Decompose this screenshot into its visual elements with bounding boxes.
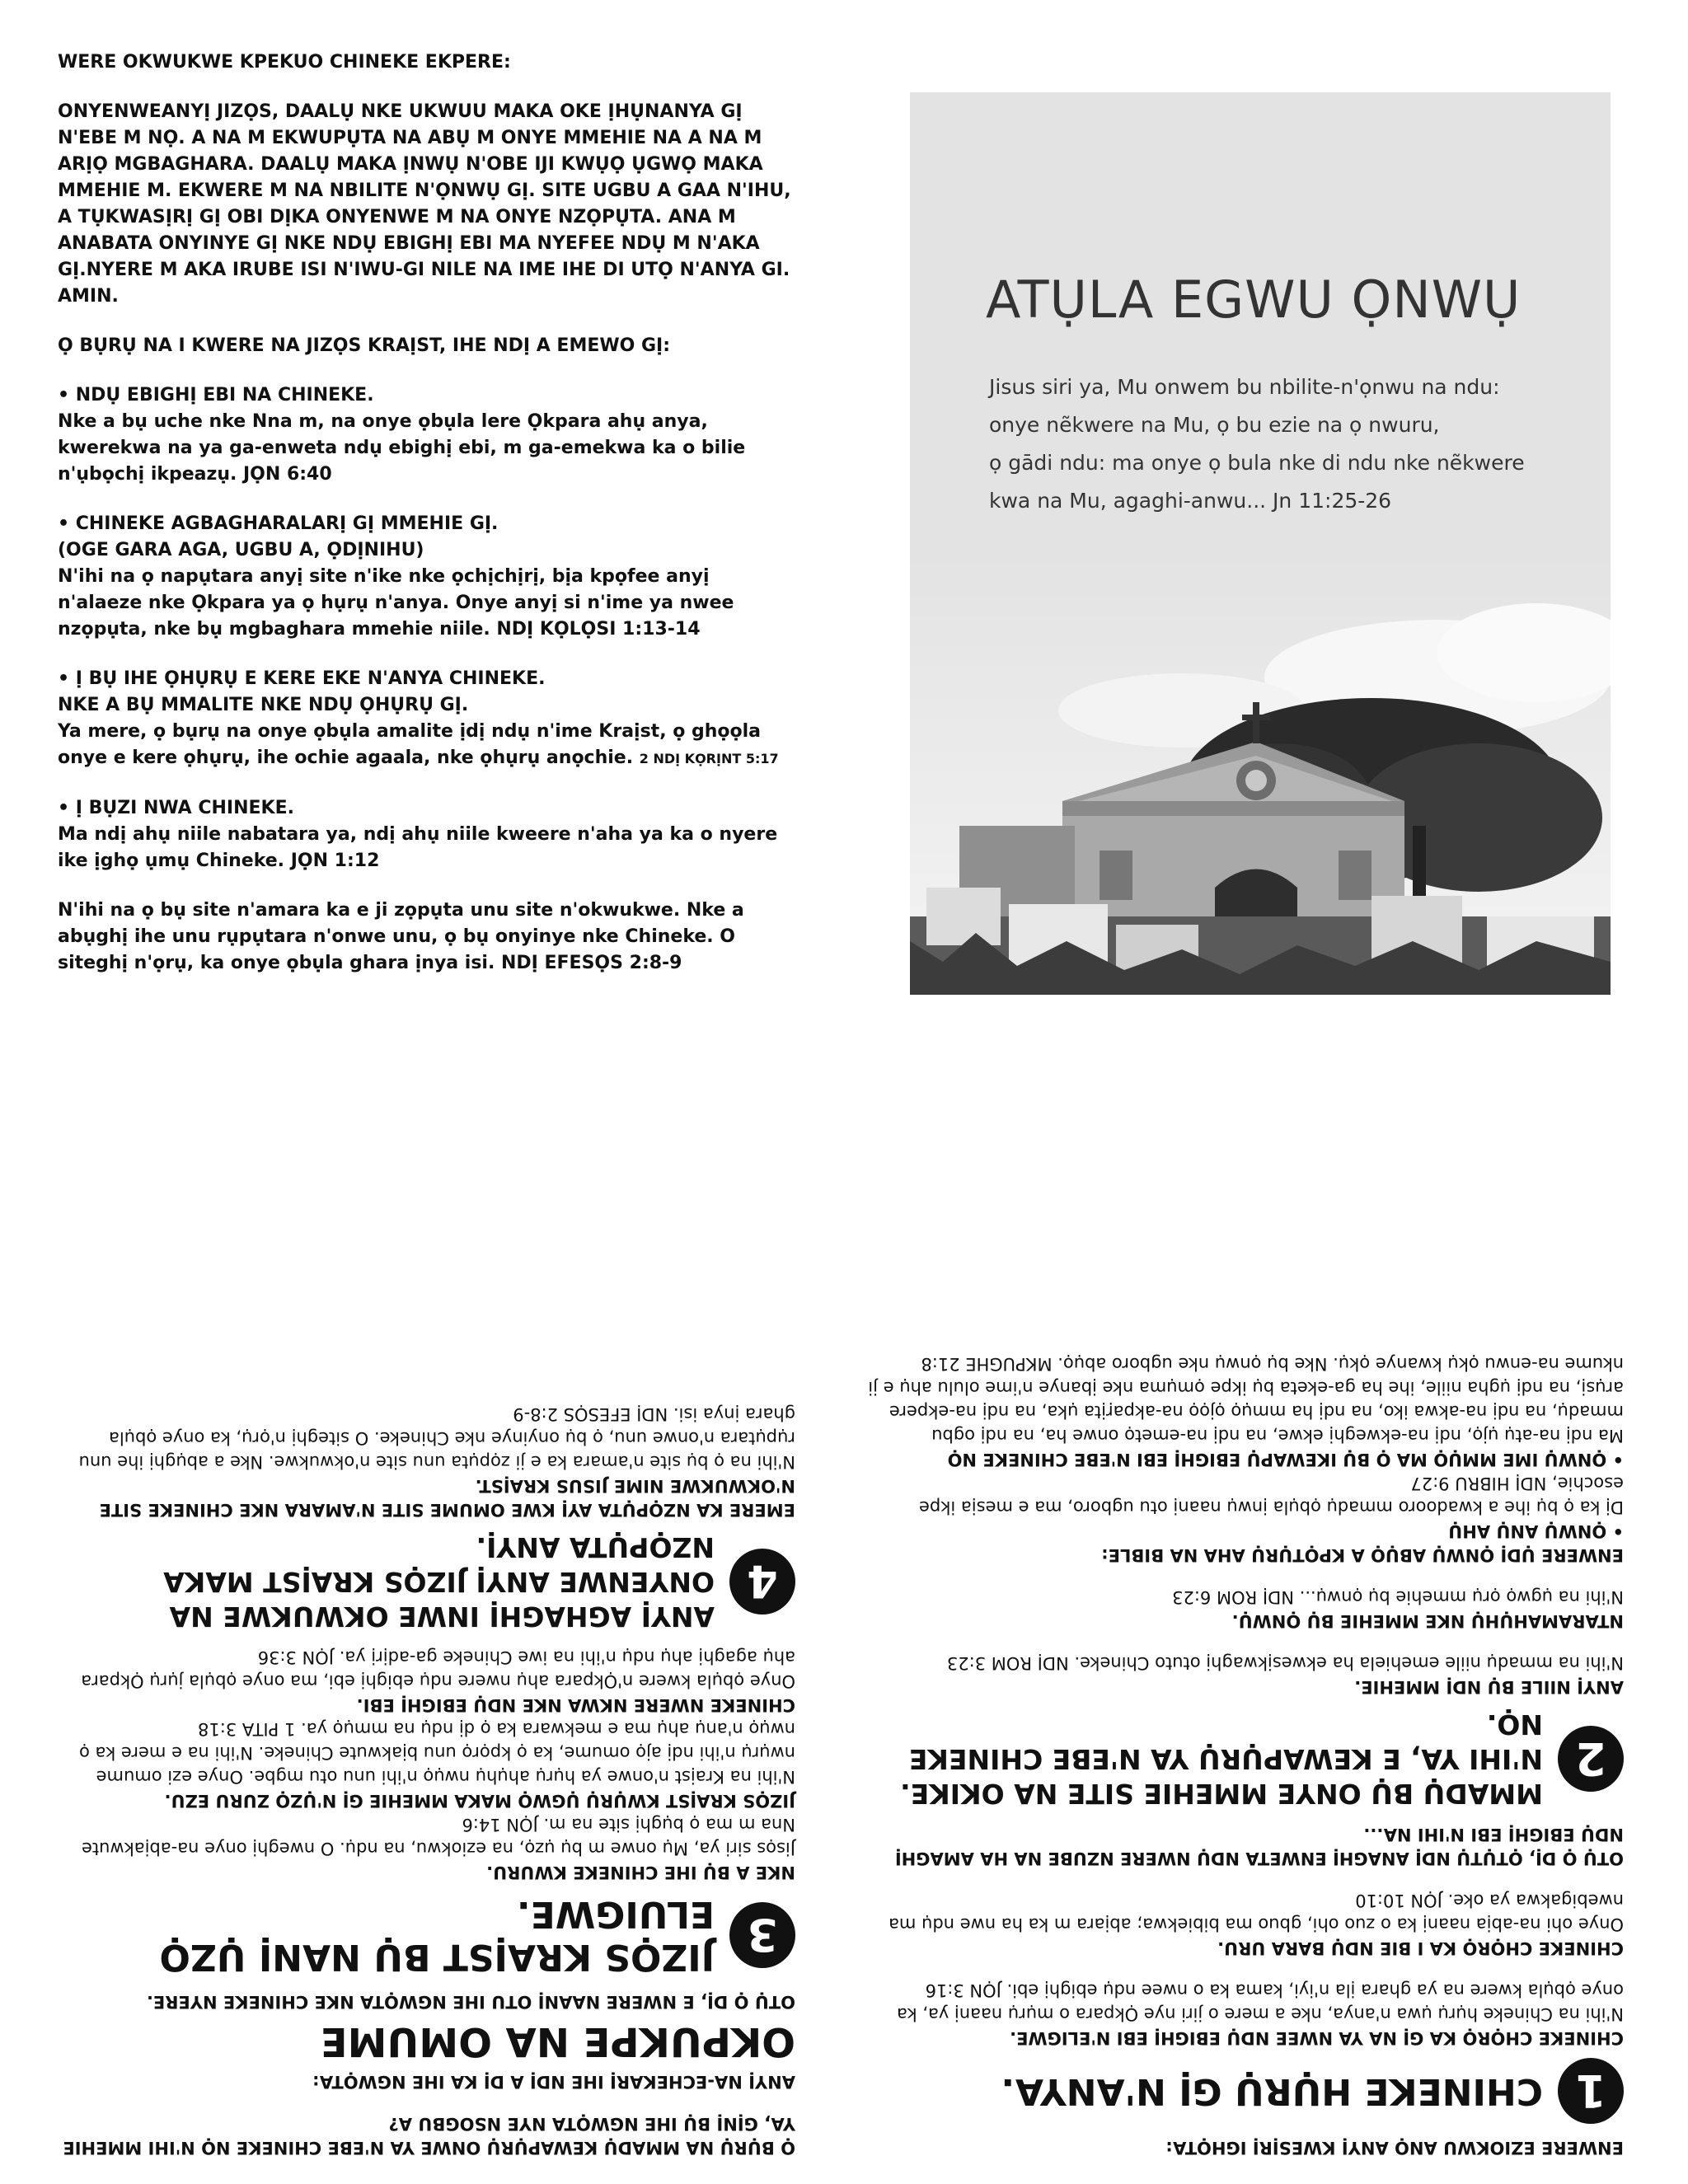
s2-bullet-2: • ỌNWỤ IME MMỤỌ MA Ọ BỤ IKEWAPỤ EBIGHỊ EBI N'EBE CHINEKE NỌ <box>947 1450 1624 1469</box>
section-4-title: ANYỊ AGHAGHỊ INWE OKWUKWE NA ONYENWE ANYỊ JIZỌS KRAỊST MAKA NZỌPỤTA ANYỊ. <box>163 1531 715 1633</box>
s3-lead: NKE A BỤ IHE CHINEKE KWURU. <box>486 1863 795 1882</box>
section-1-title: CHINEKE HỤRỤ GỊ N'ANYA. <box>1001 2070 1543 2112</box>
s2-bullet-2-body: Ma ndị na-atụ ụjọ, ndị na-ekweghị ekwe, na ndị na-emetọ onwe ha, na ndị ogbu mmadụ, na ndị na-akwa iko, na ndị ha mmụọ ọjọọ na-akpaṛịta ụka, na ndị na-ekpere arụsị, na ndị ụgha niile, ihe ha ga-eketa bụ ikpe ọmụma nke ịbanye n'ime olulu ahụ e ji nkume na-enwu ọkụ kwanye ọkụ. Nke bụ ọnwụ nke ugboro abụọ. MKPUGHE 21:8 <box>868 1354 1624 1446</box>
s3-body2: N'ihi na Kraịst n'onwe ya hụrụ ahụhụ nwụọ n'ihi unu otu mgbe. Onye ezi omume nwụrụ n'ihi ndị ajọ omume, ka ọ kpọrọ unu bịakwute Chineke. N'ihi na e mere ka ọ nwụọ n'anụ ahụ ma e mekwara ka ọ dị ndụ na mmụọ ya. 1 PITA 3:18 <box>79 1719 795 1787</box>
item-2 <box>58 511 799 643</box>
cover-title: ATỤLA EGWU ỌNWỤ <box>986 269 1522 330</box>
section-3-header <box>54 1892 795 1978</box>
item-3-title: • Ị BỤ IHE ỌHỤRỤ E KERE EKE N'ANYA CHINEKE. <box>58 668 546 689</box>
prayer-heading: WERE OKWUKWE KPEKUO CHINEKE EKPERE: <box>58 52 511 73</box>
problem-intro2: ANYỊ NA-ECHEKARỊ IHE NDỊ A DỊ KA IHE NGWỌTA: <box>312 2072 795 2092</box>
cover-verse <box>989 368 1566 520</box>
s1-question: OTỤ Ọ DỊ, ỌTỤTỤ NDỊ ANAGHỊ ENWETA NDỤ NWERE NZUBE NA HA AMAGHỊ NDỤ EBIGHỊ EBI N'IHI NA... <box>894 1825 1624 1868</box>
prayer-text: ONYENWEANYỊ JIZỌS, DAALỤ NKE UKWUU MAKA OKE ỊHỤNANYA GỊ N'EBE M NỌ. A NA M EKWUPỤTA NA ABỤ M ONYE MMEHIE NA A NA M ARỊỌ MGBAGHARA. DAALỤ MAKA ỊNWỤ N'OBE IJI KWỤỌ ỤGWỌ MAKA MMEHIE M. EKWERE M NA NBILITE N'ỌNWỤ GỊ. SITE UGBU A GAA N'IHU, A TỤKWASỊRỊ GỊ OBI DỊKA ONYENWE M NA ONYE NZỌPỤTA. ANA M ANABATA ONYINYE GỊ NKE NDỤ EBIGHỊ EBI MA NYEFEE NDỤ M N'AKA GỊ.NYERE M AKA IRUBE ISI N'IWU-GI NILE NA IME IHE DI UTỌ N'ANYA GI. AMIN. <box>58 101 791 307</box>
s4-body: N'ihi na ọ bụ site n'amara ka e ji zọpụta unu site n'okwukwe. Nke a abụghị ihe unu rụpụtara n'onwe unu, ọ bụ onyinye nke Chineke. O siteghị n'ọrụ, ka onye ọbụla ghara ịnya isi. NDỊ EFESỌS 2:8-9 <box>78 1404 795 1472</box>
section-1-header <box>857 2058 1624 2124</box>
s3-lead2: JIZỌS KRAỊST KWỤRỤ ỤGWỌ MAKA MMEHIE GỊ N'ỤZỌ ZURU EZU. <box>164 1791 795 1811</box>
s2-lead2: NTARAMAHỤHỤ NKE MMEHIE BỤ ỌNWỤ. <box>1231 1611 1624 1631</box>
verse-line: Jisus siri ya, Mu onwem bu nbilite-n'ọnwu na ndu: <box>989 375 1500 399</box>
item-2-body: N'ihi na ọ napụtara anyị site n'ike nke ọchịchịrị, bịa kpọfee anyị n'alaeze nke Ọkpara ya ọ hụrụ n'anya. Onye anyị si n'ime ya nwee nzọpụta, nke bụ mgbaghara mmehie niile. NDỊ KỌLỌSI 1:13-14 <box>58 566 734 640</box>
s2-bullet-1-body: Dị ka ọ bụ ihe a kwadooro mmadụ ọbụla ịnwụ naanị otu ugboro, ma e mesịa ikpe esochie, NDỊ HIBRU 9:27 <box>919 1474 1624 1517</box>
s1-lead: CHINEKE CHỌRỌ KA GỊ NA YA NWEE NDỤ EBIGHỊ EBI N'ELIGWE. <box>1010 2028 1624 2048</box>
inside-panel-right <box>857 1150 1624 2159</box>
section-1-number: 1 <box>1558 2058 1624 2124</box>
item-3-subtitle: NKE A BỤ MMALITE NKE NDỤ ỌHỤRỤ GỊ. <box>58 695 469 715</box>
cover-panel <box>910 92 1611 995</box>
item-3 <box>58 666 799 772</box>
s2-lead3: ENWERE ỤDỊ ỌNWỤ ABỤỌ A KPỌTỤRỤ AHA NA BIBLE: <box>1101 1545 1624 1565</box>
s1-lead2: CHINEKE CHỌRỌ KA I BIE NDỤ BARA URU. <box>1217 1938 1624 1958</box>
s1-body2: Onye ohi na-abịa naanị ka o zuo ohi, gbuo ma bibiekwa; abịara m ka ha nwe ndụ ma nwebigakwa ya oke. JỌN 10:10 <box>889 1891 1624 1934</box>
s1-body: N'ihi na Chineke hụrụ ụwa n'anya, nke a mere o jiri nye Ọkpara o mụrụ naanị ya, ka onye ọbụla kwere na ya ghara ịla n'iyi, kama ka o nwee ndụ ebighị ebi. JỌN 3:16 <box>896 1980 1624 2024</box>
cemetery-chapel-illustration <box>910 554 1611 995</box>
item-3-body: Ya mere, ọ bụrụ na onye ọbụla amalite ịdị ndụ n'ime Kraịst, ọ ghọọla onye e kere ọhụrụ, ihe ochie agaala, nke ọhụrụ anọchie. <box>58 721 762 768</box>
problem-intro: Ọ BỤRỤ NA MMADỤ KEWAPỤRỤ ONWE YA N'EBE CHINEKE NỌ N'IHI MMEHIE YA, GỊNỊ BỤ IHE NGWỌTA NYE NSOGBU A? <box>63 2114 795 2158</box>
item-4-title: • Ị BỤZI NWA CHINEKE. <box>58 798 294 818</box>
s3-body: Jisọs siri ya, Mụ onwe m bụ ụzọ, na eziokwu, na ndụ. O nweghị onye na-abịakwute Nna m ma ọ bụghị site na m. JỌN 14:6 <box>81 1815 795 1858</box>
intro-text: ENWERE EZIOKWU ANỌ ANYỊ KWESỊRỊ IGHỌTA: <box>1165 2138 1624 2158</box>
s3-body3: Onye ọbụla kwere n'Ọkpara ahụ nwere ndụ ebighị ebi, ma onye ọbụla jụrụ Ọkpara ahụ agaghị ahụ ndụ n'ihi na iwe Chineke ga-adịrị ya. JỌN 3:36 <box>81 1647 795 1691</box>
item-1-title: • NDỤ EBIGHỊ EBI NA CHINEKE. <box>58 385 374 405</box>
verse-line: kwa na Mu, agaghi-anwu... Jn 11:25-26 <box>989 489 1392 513</box>
s2-bullet-1: • ỌNWỤ ANỤ AHỤ <box>1448 1521 1624 1541</box>
item-4 <box>58 795 799 874</box>
section-3-number: 3 <box>729 1902 795 1968</box>
s2-body: N'ihi na mmadụ niile emehiela ha ekwesịkwaghị otuto Chineke. NDỊ ROM 3:23 <box>946 1653 1624 1673</box>
section-4-number: 4 <box>729 1549 795 1615</box>
verse-line: ọ gādi ndu: ma onye ọ bula nke di ndu nke nẽkwere <box>989 451 1525 475</box>
believe-heading: Ọ BỤRỤ NA I KWERE NA JIZỌS KRAỊST, IHE NDỊ A EMEWO GỊ: <box>58 335 671 356</box>
closing-text: N'ihi na ọ bụ site n'amara ka e ji zọpụta unu site n'okwukwe. Nke a abụghị ihe unu rụpụtara n'onwe unu, ọ bụ onyinye nke Chineke. O siteghị n'ọrụ, ka onye ọbụla ghara ịnya isi. NDỊ EFESỌS 2:8-9 <box>58 900 744 973</box>
section-4-header <box>54 1530 795 1633</box>
item-1-body: Nke a bụ uche nke Nna m, na onye ọbụla lere Ọkpara ahụ anya, kwerekwa na ya ga-enweta ndụ ebighị ebi, m ga-emekwa ka o bilie n'ụbọchị ikpeazụ. JỌN 6:40 <box>58 411 746 485</box>
item-2-title: • CHINEKE AGBAGHARALARỊ GỊ MMEHIE GỊ. <box>58 513 499 534</box>
s2-body2: N'ihi na ụgwọ ọrụ mmehie bụ ọnwụ... NDỊ ROM 6:23 <box>1172 1587 1624 1607</box>
only-one-solution: OTỤ Ọ DỊ, E NWERE NAANỊ OTU IHE NGWỌTA NKE CHINEKE NYERE. <box>146 1992 795 2012</box>
item-1 <box>58 382 799 488</box>
religion-heading: OKPUKPE NA OMUME <box>320 2018 795 2064</box>
s3-lead3: CHINEKE NWERE NKWA NKE NDỤ EBIGHỊ EBI. <box>356 1695 795 1715</box>
item-2-subtitle: (OGE GARA AGA, UGBU A, ỌDỊNIHU) <box>58 540 424 560</box>
item-4-body: Ma ndị ahụ niile nabatara ya, ndị ahụ niile kweere n'aha ya ka o nyere ike ịghọ ụmụ Chineke. JỌN 1:12 <box>58 824 778 871</box>
verse-line: onye nẽkwere na Mu, ọ bu ezie na ọ nwuru, <box>989 413 1440 437</box>
item-3-ref: 2 NDỊ KỌRỊNT 5:17 <box>639 751 779 766</box>
section-2-header <box>857 1707 1624 1811</box>
section-2-number: 2 <box>1558 1726 1624 1792</box>
section-2-title: MMADỤ BỤ ONYE MMEHIE SITE NA OKIKE. N'IHI YA, E KEWAPỤRỤ YA N'EBE CHINEKE NỌ. <box>900 1708 1543 1810</box>
section-3-title: JIZỌS KRAỊST BỤ NANỊ ỤZỌ ELUIGWE. <box>159 1893 715 1978</box>
inside-panel-left <box>54 1150 795 2159</box>
s2-lead: ANYỊ NIILE BỤ NDỊ MMEHIE. <box>1354 1677 1624 1697</box>
s4-lead: EMERE KA NZỌPỤTA AYỊ KWE OMUME SITE N'AMARA NKE CHINEKE SITE N'OKWUKWE NIME JISUS KRAỊST. <box>99 1476 795 1520</box>
back-page-text <box>58 49 799 1000</box>
